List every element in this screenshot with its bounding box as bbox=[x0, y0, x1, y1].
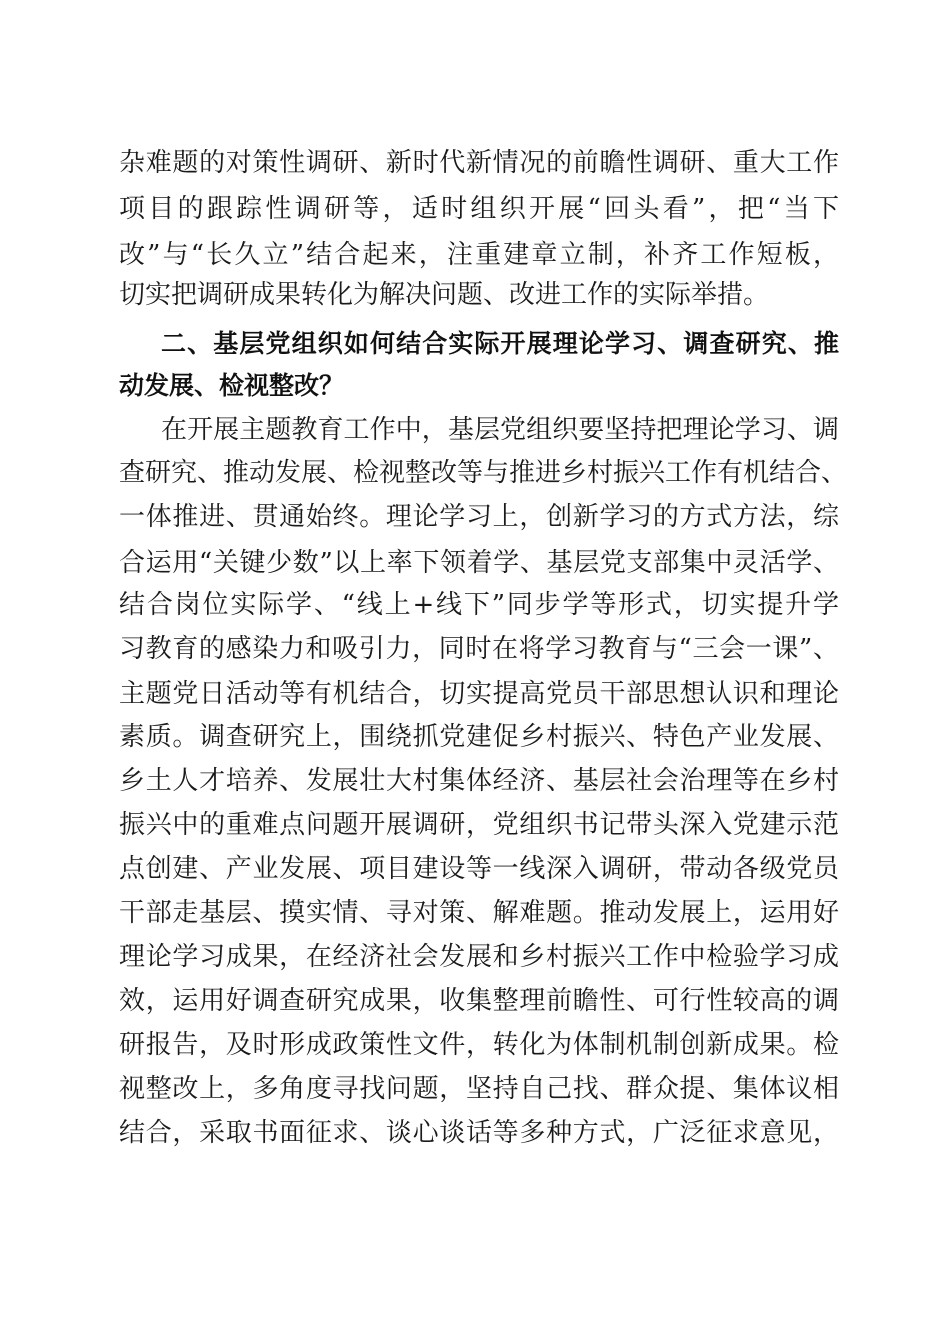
paragraph-line: 切实把调研成果转化为解决问题、改进工作的实际举措。 bbox=[119, 280, 770, 310]
paragraph-line: 项目的跟踪性调研等，适时组织开展“回头看”，把“当下 bbox=[119, 194, 839, 224]
paragraph-line: 理论学习成果，在经济社会发展和乡村振兴工作中检验学习成 bbox=[119, 942, 839, 972]
paragraph-line: 习教育的感染力和吸引力，同时在将学习教育与“三会一课”、 bbox=[119, 634, 839, 664]
paragraph-line: 结合岗位实际学、“线上+线下”同步学等形式，切实提升学 bbox=[119, 590, 839, 620]
paragraph-line: 点创建、产业发展、项目建设等一线深入调研，带动各级党员 bbox=[119, 854, 839, 884]
paragraph-line: 素质。调查研究上，围绕抓党建促乡村振兴、特色产业发展、 bbox=[119, 722, 839, 752]
section-heading: 二、基层党组织如何结合实际开展理论学习、调查研究、推 bbox=[161, 329, 839, 358]
paragraph-line: 研报告，及时形成政策性文件，转化为体制机制创新成果。检 bbox=[119, 1030, 839, 1060]
paragraph-line: 主题党日活动等有机结合，切实提高党员干部思想认识和理论 bbox=[119, 679, 839, 709]
paragraph-line: 查研究、推动发展、检视整改等与推进乡村振兴工作有机结合、 bbox=[119, 458, 848, 488]
paragraph-line: 合运用“关键少数”以上率下领着学、基层党支部集中灵活学、 bbox=[119, 548, 839, 578]
section-heading: 动发展、检视整改？ bbox=[119, 371, 345, 400]
paragraph-line: 乡土人才培养、发展壮大村集体经济、基层社会治理等在乡村 bbox=[119, 766, 839, 796]
paragraph-line: 结合，采取书面征求、谈心谈话等多种方式，广泛征求意见， bbox=[119, 1118, 839, 1148]
paragraph-line: 在开展主题教育工作中，基层党组织要坚持把理论学习、调 bbox=[161, 415, 839, 445]
paragraph-line: 效，运用好调查研究成果，收集整理前瞻性、可行性较高的调 bbox=[119, 986, 839, 1016]
paragraph-line: 干部走基层、摸实情、寻对策、解难题。推动发展上，运用好 bbox=[119, 898, 839, 928]
paragraph-line: 一体推进、贯通始终。理论学习上，创新学习的方式方法，综 bbox=[119, 502, 839, 532]
paragraph-line: 杂难题的对策性调研、新时代新情况的前瞻性调研、重大工作 bbox=[119, 148, 839, 178]
paragraph-line: 改”与“长久立”结合起来，注重建章立制，补齐工作短板， bbox=[119, 240, 839, 270]
paragraph-line: 振兴中的重难点问题开展调研，党组织书记带头深入党建示范 bbox=[119, 810, 839, 840]
paragraph-line: 视整改上，多角度寻找问题，坚持自己找、群众提、集体议相 bbox=[119, 1074, 839, 1104]
